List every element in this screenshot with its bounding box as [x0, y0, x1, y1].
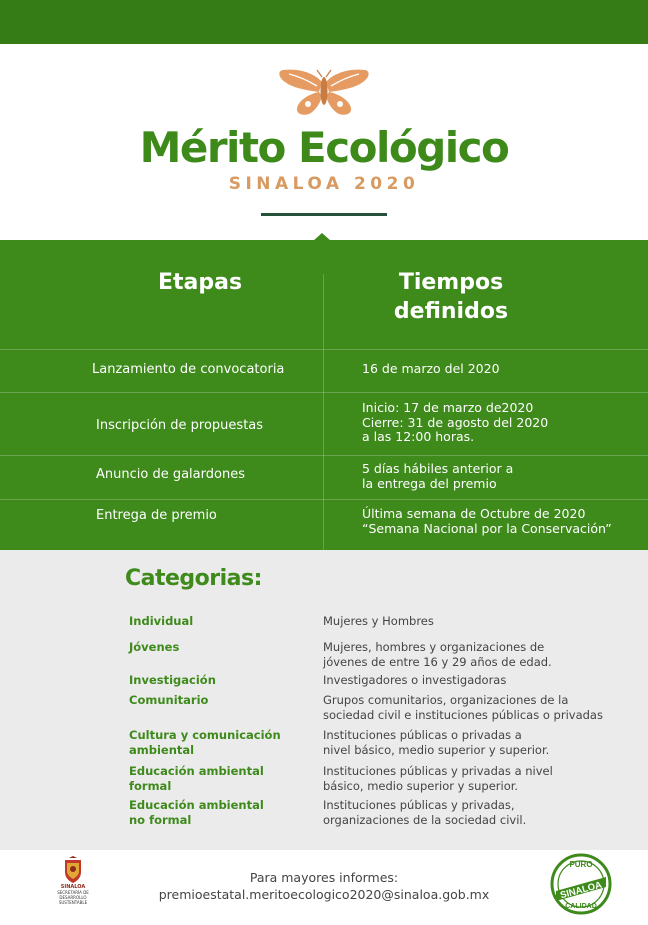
- column-divider: [323, 274, 324, 550]
- time-cell: Última semana de Octubre de 2020 “Semana Nacional por la Conservación”: [362, 506, 612, 536]
- page-subtitle: SINALOA 2020: [228, 174, 420, 194]
- stage-cell: Anuncio de galardones: [96, 467, 245, 482]
- category-name: Educación ambiental no formal: [129, 798, 264, 827]
- times-heading: Tiempos definidos: [393, 270, 509, 324]
- category-name: Cultura y comunicación ambiental: [129, 728, 281, 757]
- page-title: Mérito Ecológico: [139, 123, 509, 172]
- category-desc: Instituciones públicas o privadas a nivel básico, medio superior y superior.: [323, 728, 550, 757]
- time-cell: Inicio: 17 de marzo de2020 Cierre: 31 de agosto del 2020 a las 12:00 horas.: [362, 400, 549, 444]
- category-desc: Instituciones públicas y privadas a nivel básico, medio superior y superior.: [323, 764, 553, 793]
- category-desc: Grupos comunitarios, organizaciones de la sociedad civil e instituciones públicas o privadas: [323, 693, 603, 722]
- time-cell: 16 de marzo del 2020: [362, 361, 500, 376]
- section-notch: [313, 233, 331, 241]
- category-desc: Investigadores o investigadoras: [323, 673, 507, 687]
- category-desc: Instituciones públicas y privadas, organizaciones de la sociedad civil.: [323, 798, 527, 827]
- stage-cell: Lanzamiento de convocatoria: [92, 362, 285, 377]
- category-desc: Mujeres y Hombres: [323, 614, 434, 628]
- header: [0, 44, 648, 240]
- footer: [0, 850, 648, 925]
- categories-section: [0, 550, 648, 850]
- stage-cell: Inscripción de propuestas: [96, 418, 264, 433]
- categories-heading: Categorias:: [125, 566, 262, 591]
- logo-top-text: PURO: [569, 860, 593, 869]
- puro-sinaloa-logo: [550, 853, 612, 915]
- stage-cell: Entrega de premio: [96, 508, 217, 523]
- logo-dept: SECRETARÍA DE DESARROLLO SUSTENTABLE: [57, 890, 89, 905]
- category-name: Comunitario: [129, 693, 209, 707]
- footer-lead: Para mayores informes:: [249, 870, 399, 885]
- contact-email: premioestatal.meritoecologico2020@sinaloa.gob.mx: [158, 887, 490, 902]
- row-divider: [0, 392, 648, 393]
- row-divider: [0, 455, 648, 456]
- top-bar: [0, 0, 648, 44]
- category-desc: Mujeres, hombres y organizaciones de jóvenes de entre 16 y 29 años de edad.: [323, 640, 552, 669]
- category-name: Individual: [129, 614, 194, 628]
- logo-middle-text: SINALOA: [559, 879, 604, 902]
- logo-name: SINALOA: [60, 884, 86, 890]
- schedule-table: [0, 240, 648, 550]
- stages-heading: Etapas: [157, 270, 243, 295]
- row-divider: [0, 349, 648, 350]
- logo-bottom-text: CALIDAD: [565, 903, 597, 910]
- category-name: Jóvenes: [129, 640, 180, 654]
- category-name: Investigación: [129, 673, 216, 687]
- moth-icon: [275, 64, 373, 120]
- row-divider: [0, 499, 648, 500]
- time-cell: 5 días hábiles anterior a la entrega del premio: [362, 461, 514, 491]
- title-underline: [261, 213, 387, 216]
- category-name: Educación ambiental formal: [129, 764, 264, 793]
